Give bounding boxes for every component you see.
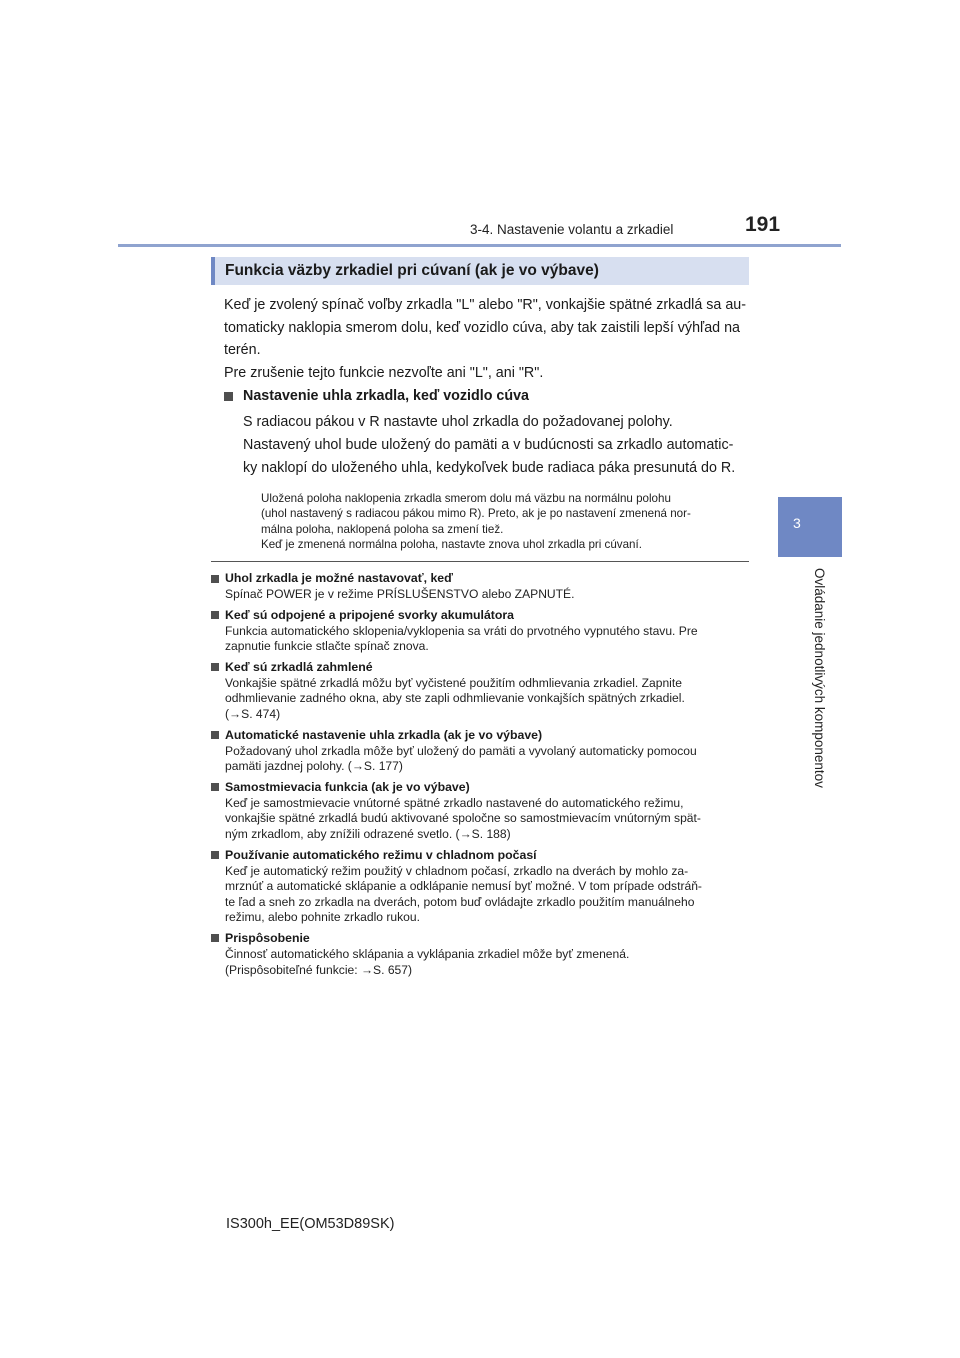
note-item <box>211 659 749 723</box>
note-item <box>211 570 749 603</box>
note-item <box>211 847 749 926</box>
square-bullet-icon <box>211 783 219 791</box>
header-rule <box>118 244 841 247</box>
note-item <box>211 779 749 843</box>
note-line: odhmlievanie zadného okna, aby ste zapli odhmlievanie vonkajších spätných zrkadiel. <box>225 691 685 706</box>
subsection-line: Nastavený uhol bude uložený do pamäti a v budúcnosti sa zrkadlo automatic- <box>243 437 734 453</box>
note-line: Vonkajšie spätné zrkadlá môžu byť vyčistené použitím odhmlievania zrkadiel. Zapnite <box>225 675 682 690</box>
note-line: Keď je samostmievacie vnútorné spätné zrkadlo nastavené do automatického režimu, <box>225 795 684 810</box>
notes-list <box>211 570 749 982</box>
note-line: Funkcia automatického sklopenia/vyklopenia sa vráti do prvotného vypnutého stavu. Pre <box>225 623 698 638</box>
note-line: mrznúť a automatické sklápanie a odklápanie nemusí byť možné. V tom prípade odstráň- <box>225 879 702 894</box>
square-bullet-icon <box>211 575 219 583</box>
note-item <box>211 607 749 655</box>
note-line: (uhol nastavený s radiacou pákou mimo R). Preto, ak je po nastavení zmenená nor- <box>261 507 691 521</box>
note-line: Požadovaný uhol zrkadla môže byť uložený do pamäti a vyvolaný automaticky pomocou <box>225 743 697 758</box>
square-bullet-icon <box>224 392 233 401</box>
note-line: Keď je zmenená normálna poloha, nastavte znova uhol zrkadla pri cúvaní. <box>261 537 642 551</box>
running-header: 3-4. Nastavenie volantu a zrkadiel <box>470 222 674 237</box>
note-line: Uložená poloha naklopenia zrkadla smerom dolu má väzbu na normálnu polohu <box>261 492 671 505</box>
note-title: Samostmievacia funkcia (ak je vo výbave) <box>225 779 470 794</box>
note-line: režimu, alebo pohnite zrkadlo rukou. <box>225 910 420 925</box>
intro-paragraph <box>224 294 749 384</box>
section-title: Funkcia väzby zrkadiel pri cúvaní (ak je vo výbave) <box>225 262 599 279</box>
square-bullet-icon <box>211 934 219 942</box>
document-code: IS300h_EE(OM53D89SK) <box>226 1216 395 1232</box>
subsection-body <box>243 411 749 480</box>
note-line: málna poloha, naklopená poloha sa zmení tiež. <box>261 522 504 536</box>
note-title: Keď sú zrkadlá zahmlené <box>225 659 373 674</box>
note-line: (Prispôsobiteľné funkcie: →S. 657) <box>225 962 413 977</box>
page-number: 191 <box>745 213 781 236</box>
square-bullet-icon <box>211 663 219 671</box>
chapter-title: Ovládanie jednotlivých komponentov <box>812 568 827 788</box>
note-line: vonkajšie spätné zrkadlá budú aktivované spoločne so samostmievacím vnútorným spät- <box>225 811 701 826</box>
intro-line: Pre zrušenie tejto funkcie nezvoľte ani "L", ani "R". <box>224 364 544 381</box>
subsection-title: Nastavenie uhla zrkadla, keď vozidlo cúva <box>243 388 530 404</box>
note-item <box>211 930 749 978</box>
square-bullet-icon <box>211 731 219 739</box>
note-line: Spínač POWER je v režime PRÍSLUŠENSTVO alebo ZAPNUTÉ. <box>225 587 575 601</box>
chapter-tab <box>778 497 842 557</box>
note-title: Uhol zrkadla je možné nastavovať, keď <box>225 571 453 585</box>
section-heading <box>211 257 749 285</box>
intro-line: tomaticky naklopia smerom dolu, keď vozidlo cúva, aby tak zaistili lepší výhľad na <box>224 319 740 336</box>
subsection <box>224 385 749 552</box>
subsection-line: ky naklopí do uloženého uhla, kedykoľvek bude radiaca páka presunutá do R. <box>243 460 736 476</box>
subsection-line: S radiacou pákou v R nastavte uhol zrkadla do požadovanej polohy. <box>243 414 673 430</box>
square-bullet-icon <box>211 611 219 619</box>
square-bullet-icon <box>211 851 219 859</box>
note-title: Automatické nastavenie uhla zrkadla (ak je vo výbave) <box>225 727 543 742</box>
note-title: Používanie automatického režimu v chladnom počasí <box>225 847 537 862</box>
note-title: Keď sú odpojené a pripojené svorky akumulátora <box>225 607 515 622</box>
note-line: te ľad a sneh zo zrkadla na dverách, potom buď ovládajte zrkadlo použitím manuálneho <box>225 894 695 909</box>
chapter-number: 3 <box>793 515 801 531</box>
intro-line: Keď je zvolený spínač voľby zrkadla "L" alebo "R", vonkajšie spätné zrkadlá sa au- <box>224 297 747 313</box>
subsection-note <box>261 491 749 552</box>
subsection-heading <box>224 385 749 407</box>
note-line: ným zrkadlom, aby znížili odrazené svetlo. (→S. 188) <box>225 826 511 841</box>
page-reference-link[interactable]: (→S. 474) <box>225 706 281 721</box>
note-line: zapnutie funkcie stlačte spínač znova. <box>225 639 429 654</box>
note-line: pamäti jazdnej polohy. (→S. 177) <box>225 759 403 774</box>
section-divider <box>211 561 749 562</box>
note-item <box>211 727 749 775</box>
note-title: Prispôsobenie <box>225 930 310 945</box>
note-line: Keď je automatický režim použitý v chladnom počasí, zrkadlo na dverách by mohlo za- <box>225 863 689 878</box>
intro-line: terén. <box>224 342 261 358</box>
note-line: Činnosť automatického sklápania a vyklápania zrkadiel môže byť zmenená. <box>225 946 630 961</box>
